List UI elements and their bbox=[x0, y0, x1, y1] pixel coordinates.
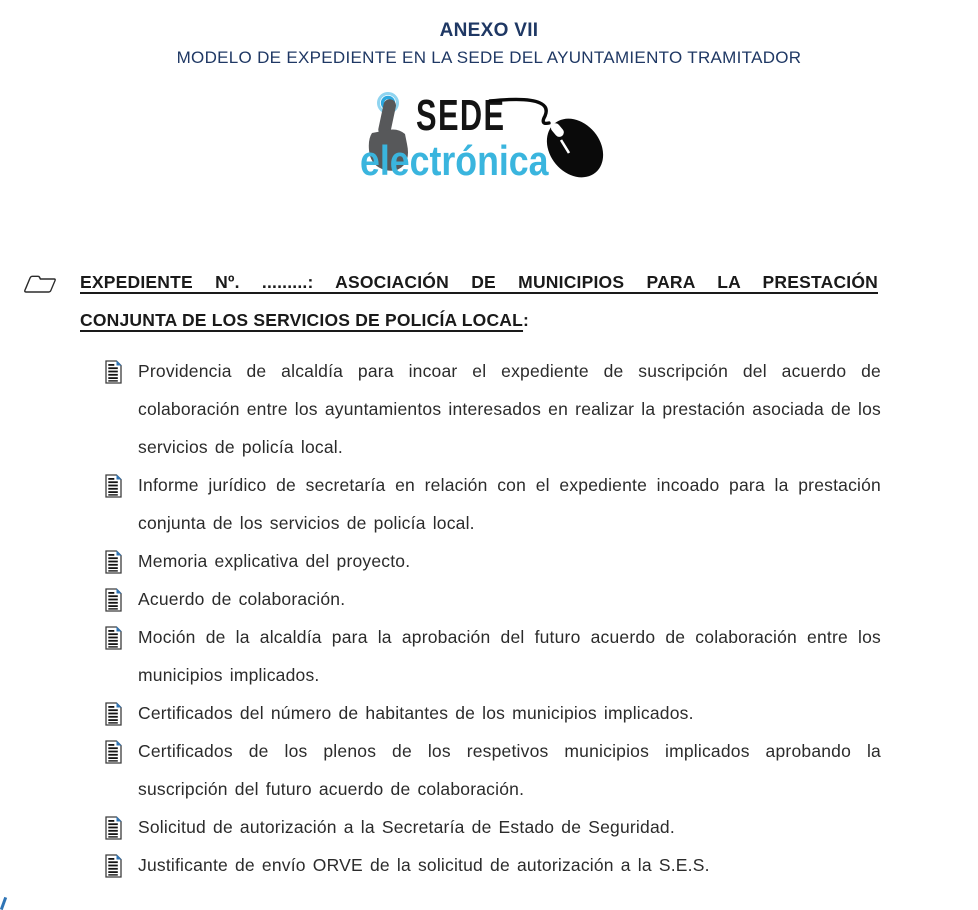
document-icon bbox=[104, 359, 124, 385]
document-icon bbox=[104, 473, 124, 499]
document-icon bbox=[104, 815, 124, 841]
logo-word-electronica: electrónica bbox=[360, 137, 549, 184]
list-item-text: Certificados de los plenos de los respetivos municipios implicados aprobando la suscripción del futuro acuerdo de colaboración. bbox=[138, 741, 881, 799]
expediente-document-list bbox=[0, 352, 978, 884]
list-item-text: Justificante de envío ORVE de la solicitud de autorización a la S.E.S. bbox=[138, 855, 710, 875]
expediente-heading bbox=[24, 263, 878, 339]
page-title: ANEXO VII bbox=[439, 20, 539, 41]
list-item bbox=[104, 846, 978, 884]
document-icon bbox=[104, 739, 124, 765]
list-item bbox=[104, 352, 978, 466]
logo-word-sede: SEDE bbox=[416, 91, 506, 140]
document-icon bbox=[104, 549, 124, 575]
heading-colon: : bbox=[523, 310, 530, 330]
list-item-text: Certificados del número de habitantes de los municipios implicados. bbox=[138, 703, 694, 723]
page-subtitle: MODELO DE EXPEDIENTE EN LA SEDE DEL AYUNTAMIENTO TRAMITADOR bbox=[176, 48, 802, 67]
list-item bbox=[104, 732, 978, 808]
list-item bbox=[104, 580, 978, 618]
list-item-text: Memoria explicativa del proyecto. bbox=[138, 551, 411, 571]
document-icon bbox=[104, 587, 124, 613]
document-icon bbox=[104, 853, 124, 879]
list-item-text: Informe jurídico de secretaría en relación con el expediente incoado para la prestación conjunta de los servicios de policía local. bbox=[138, 475, 881, 533]
document-icon bbox=[104, 701, 124, 727]
list-item bbox=[104, 694, 978, 732]
bottom-left-blue-mark bbox=[0, 897, 7, 910]
sede-electronica-logo bbox=[360, 92, 618, 187]
open-folder-icon bbox=[22, 270, 59, 294]
heading-line-1: EXPEDIENTE Nº. .........: ASOCIACIÓN DE MUNICIPIOS PARA LA PRESTACIÓN bbox=[80, 272, 878, 292]
document-header bbox=[0, 0, 978, 68]
document-icon bbox=[104, 625, 124, 651]
list-item-text: Moción de la alcaldía para la aprobación del futuro acuerdo de colaboración entre los municipios implicados. bbox=[138, 627, 881, 685]
list-item-text: Acuerdo de colaboración. bbox=[138, 589, 346, 609]
list-item-text: Providencia de alcaldía para incoar el expediente de suscripción del acuerdo de colaboración entre los ayuntamientos interesados en realizar la prestación asociada de los servicios de policía local. bbox=[138, 361, 881, 457]
list-item bbox=[104, 542, 978, 580]
list-item-text: Solicitud de autorización a la Secretaría de Estado de Seguridad. bbox=[138, 817, 675, 837]
list-item bbox=[104, 618, 978, 694]
heading-line-2: CONJUNTA DE LOS SERVICIOS DE POLICÍA LOCAL: bbox=[80, 310, 530, 330]
list-item bbox=[104, 466, 978, 542]
expediente-heading-text bbox=[80, 263, 878, 339]
list-item bbox=[104, 808, 978, 846]
